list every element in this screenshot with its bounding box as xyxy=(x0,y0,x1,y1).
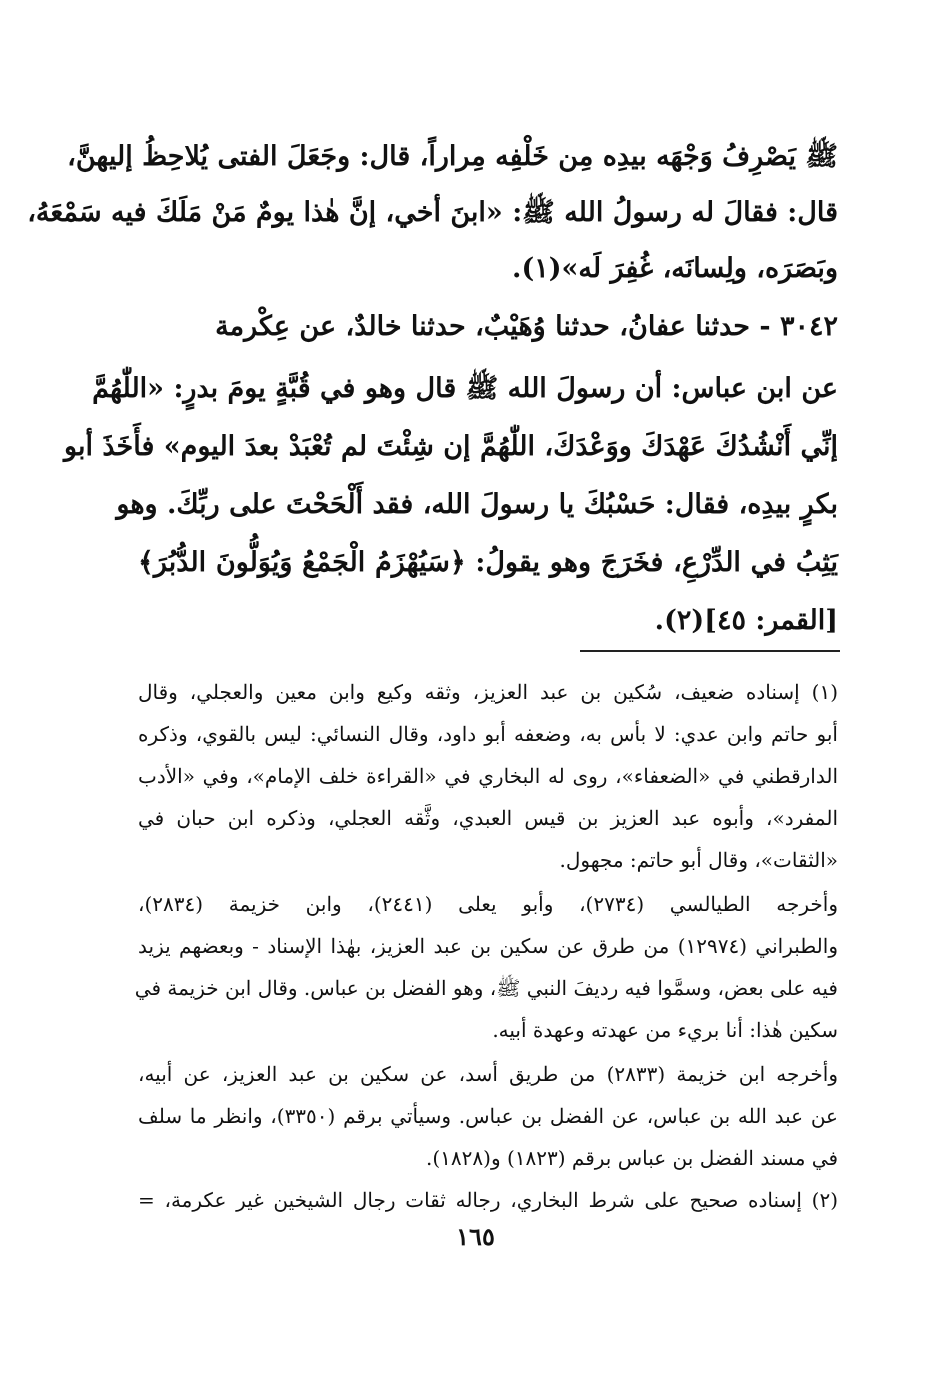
footnote-line-11: عن عبد الله بن عباس، عن الفضل بن عباس. وسيأتي برقم (٣٣٥٠)، وانظر ما سلف xyxy=(138,1104,838,1128)
main-line-5: عن ابن عباس: أن رسولَ الله ﷺ قال وهو في قُبَّةٍ يومَ بدرٍ: «اللّٰهُمَّ xyxy=(92,373,838,404)
page-number: ١٦٥ xyxy=(456,1222,495,1251)
footnote-line-1: (١) إسناده ضعيف، سُكين بن عبد العزيز، وثقه وكيع وابن معين والعجلي، وقال xyxy=(138,680,838,704)
footnote-line-8: فيه على بعض، وسمَّوا فيه رديفَ النبي ﷺ، وهو الفضل بن عباس. وقال ابن خزيمة في xyxy=(134,976,838,1000)
footnote-line-4: المفرد»، وأبوه عبد العزيز بن قيس العبدي، وثَّقه العجلي، وذكره ابن حبان في xyxy=(138,806,838,830)
footnote-line-5: «الثقات»، وقال أبو حاتم: مجهول. xyxy=(559,848,838,872)
main-line-6: إنِّي أَنْشُدُكَ عَهْدَكَ ووَعْدَكَ، اللّٰهُمَّ إن شِئْتَ لم تُعْبَدْ بعدَ اليوم» فأَخَذَ أبو xyxy=(64,431,838,462)
footnote-line-7: والطبراني (١٢٩٧٤) من طرق عن سكين بن عبد العزيز، بهٰذا الإسناد - وبعضهم يزيد xyxy=(138,934,838,958)
main-line-8: يَثِبُ في الدِّرْعِ، فخَرَجَ وهو يقولُ: ﴿سَيُهْزَمُ الْجَمْعُ وَيُوَلُّونَ الدُّبُرَ﴾ xyxy=(138,547,838,578)
hadith-number-line: ٣٠٤٢ - حدثنا عفانُ، حدثنا وُهَيْبٌ، حدثنا خالدٌ، عن عِكْرمة xyxy=(215,311,838,342)
main-line-9: [القمر: ٤٥](٢). xyxy=(654,605,838,636)
footnote-line-10: وأخرجه ابن خزيمة (٢٨٣٣) من طريق أسد، عن سكين بن عبد العزيز، عن أبيه، xyxy=(138,1062,839,1086)
footnote-line-6: وأخرجه الطيالسي (٢٧٣٤)، وأبو يعلى (٢٤٤١)، وابن خزيمة (٢٨٣٤)، xyxy=(138,892,838,916)
main-line-3: وبَصَرَه، ولِسانَه، غُفِرَ لَه»(١). xyxy=(512,253,838,284)
footnote-line-13: (٢) إسناده صحيح على شرط البخاري، رجاله ثقات رجال الشيخين غير عكرمة، = xyxy=(138,1188,838,1212)
footnote-line-12: في مسند الفضل بن عباس برقم (١٨٢٣) و(١٨٢٨). xyxy=(426,1146,838,1170)
footnote-separator xyxy=(580,650,840,652)
footnote-line-9: سكين هٰذا: أنا بريء من عهدته وعهدة أبيه. xyxy=(492,1018,838,1042)
footnote-line-3: الدارقطني في «الضعفاء»، روى له البخاري في «القراءة خلف الإمام»، وفي «الأدب xyxy=(138,764,838,788)
main-line-2: قال: فقالَ له رسولُ الله ﷺ: «ابنَ أخي، إنَّ هٰذا يومٌ مَنْ مَلَكَ فيه سَمْعَهُ، xyxy=(27,197,838,228)
main-line-7: بكرٍ بيدِه، فقال: حَسْبُكَ يا رسولَ الله، فقد أَلْحَحْتَ على ربِّكَ. وهو xyxy=(116,489,838,520)
main-line-1: ﷺ يَصْرِفُ وَجْهَه بيدِه مِن خَلْفِه مِراراً، قال: وجَعَلَ الفتى يُلاحِظُ إليهنَّ، xyxy=(67,141,838,172)
footnote-line-2: أبو حاتم وابن عدي: لا بأس به، وضعفه أبو داود، وقال النسائي: ليس بالقوي، وذكره xyxy=(138,722,838,746)
